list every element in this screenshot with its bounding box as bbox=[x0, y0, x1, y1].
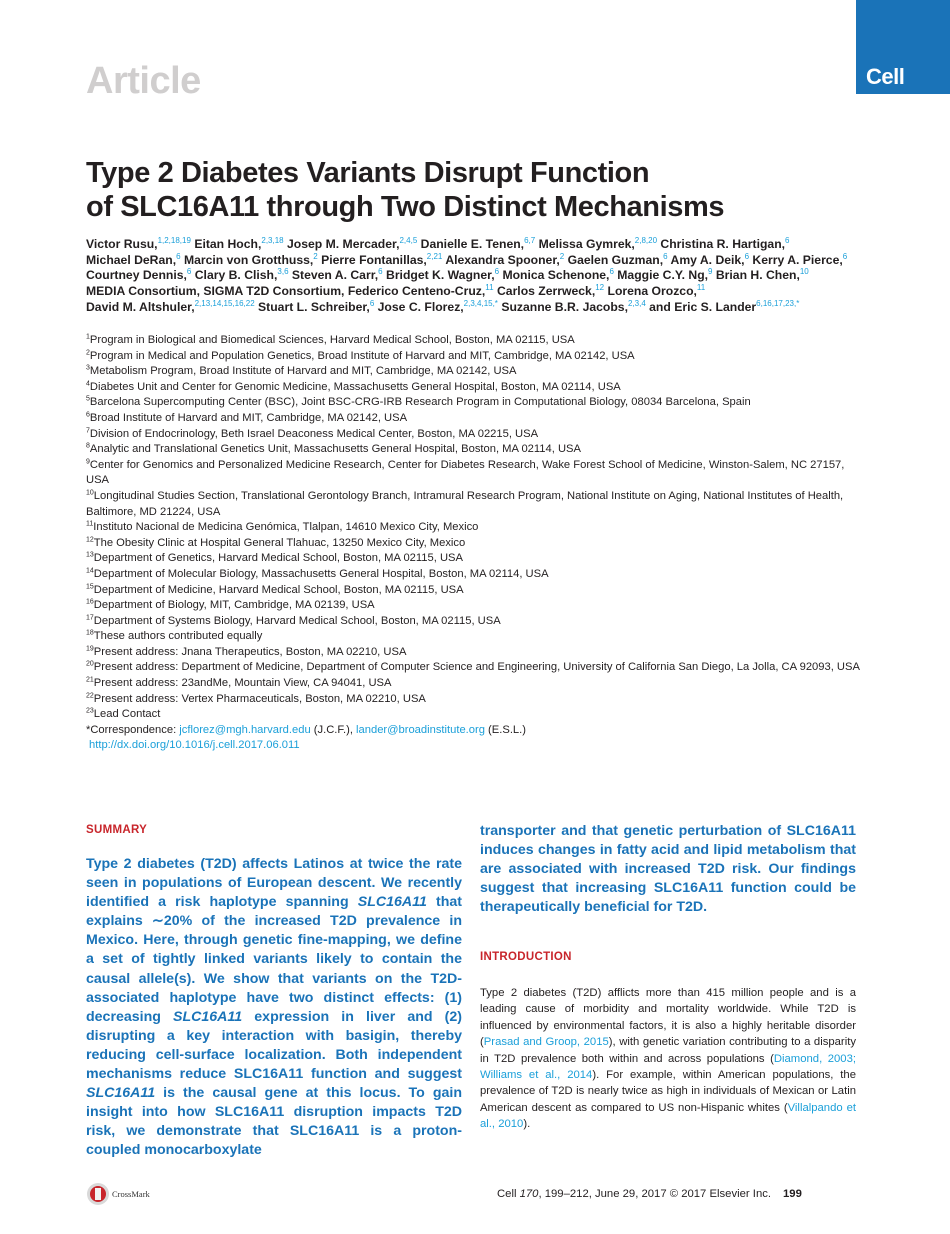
gene-name: SLC16A11 bbox=[357, 894, 427, 911]
affiliation-text: Metabolism Program, Broad Institute of Harvard and MIT, Cambridge, MA 02142, USA bbox=[89, 365, 517, 378]
author-name: Lorena Orozco, bbox=[607, 284, 697, 299]
affiliation-number: 4 bbox=[86, 380, 90, 388]
affiliation-text: Barcelona Supercomputing Center (BSC), Joint BSC-CRG-IRB Research Program in Computational Biology, 08034 Barcelona, Spain bbox=[89, 396, 751, 409]
summary-span: is the causal gene at this locus. To gain insight into how SLC16A11 disruption impacts T2D risk, we demonstrate that SLC16A11 is a proton-coupled monocarboxylate bbox=[86, 1085, 462, 1159]
email-link[interactable]: jcflorez@mgh.harvard.edu bbox=[179, 723, 311, 736]
summary-text bbox=[86, 855, 462, 1161]
citation-footer bbox=[497, 1188, 802, 1200]
affiliation-number: 19 bbox=[86, 645, 94, 653]
email-note: (E.S.L.) bbox=[484, 723, 526, 736]
affiliation bbox=[86, 520, 866, 536]
affiliation-number: 8 bbox=[86, 442, 90, 450]
affiliation-number: 17 bbox=[86, 613, 94, 621]
author bbox=[539, 237, 657, 251]
crossmark-icon bbox=[86, 1182, 110, 1206]
summary-span: that explains ∼20% of the increased T2D prevalence in Mexico. Here, through genetic fine-mapping, we define a set of tightly linked variants likely to contain the causal allele(s). We show that variants on the T2D-associated haplotype have two distinct effects: (1) decreasing bbox=[86, 894, 462, 1025]
author-affiliation-sup[interactable]: 6 bbox=[186, 267, 192, 277]
affiliation-number: 12 bbox=[86, 535, 94, 543]
author-affiliation-sup[interactable]: 1,2,18,19 bbox=[157, 235, 191, 245]
author-name: Carlos Zerrweck, bbox=[496, 284, 596, 299]
author bbox=[497, 284, 604, 298]
author bbox=[86, 284, 344, 298]
author-affiliation-sup[interactable]: 9 bbox=[708, 267, 713, 277]
affiliation bbox=[86, 598, 866, 614]
author-affiliation-sup[interactable]: 6,7 bbox=[524, 235, 536, 245]
affiliation-text: Present address: Jnana Therapeutics, Boston, MA 02210, USA bbox=[93, 645, 407, 658]
page-number: 199 bbox=[783, 1188, 802, 1200]
author-name: and Eric S. Lander bbox=[649, 299, 757, 314]
author bbox=[660, 237, 789, 251]
journal-logo: Cell bbox=[866, 64, 905, 89]
author-name: Kerry A. Pierce, bbox=[752, 252, 843, 267]
summary-heading: SUMMARY bbox=[86, 824, 148, 836]
affiliation-text: Present address: Vertex Pharmaceuticals, Boston, MA 02210, USA bbox=[93, 692, 426, 705]
affiliation-number: 3 bbox=[86, 364, 90, 372]
affiliation-text: Analytic and Translational Genetics Unit, Massachusetts General Hospital, Boston, MA 02114, USA bbox=[89, 443, 581, 456]
affiliation bbox=[86, 583, 866, 599]
affiliation-text: Instituto Nacional de Medicina Genómica, Tlalpan, 14610 Mexico City, Mexico bbox=[93, 521, 479, 534]
affiliation-text: Program in Medical and Population Genetics, Broad Institute of Harvard and MIT, Cambridge, MA 02142, USA bbox=[89, 349, 635, 362]
affiliation-text: Center for Genomics and Personalized Medicine Research, Center for Diabetes Research, Wake Forest School of Medicine, Winston-Salem, NC 27157, USA bbox=[86, 458, 845, 487]
doi bbox=[86, 738, 866, 754]
author bbox=[649, 300, 799, 314]
author bbox=[608, 284, 706, 298]
reference-link[interactable]: Prasad and Groop, 2015 bbox=[483, 1036, 609, 1049]
affiliation bbox=[86, 349, 866, 365]
author bbox=[86, 268, 191, 282]
author-affiliation-sup[interactable]: 11 bbox=[485, 283, 494, 293]
affiliation-number: 7 bbox=[86, 426, 90, 434]
affiliation-number: 2 bbox=[86, 348, 90, 356]
affiliation-text: Division of Endocrinology, Beth Israel Deaconess Medical Center, Boston, MA 02215, USA bbox=[89, 427, 539, 440]
author-affiliation-sup[interactable]: 6 bbox=[785, 235, 790, 245]
author-name: Michael DeRan, bbox=[86, 252, 177, 267]
affiliation bbox=[86, 707, 866, 723]
affiliation-number: 11 bbox=[86, 520, 94, 528]
author-affiliation-sup[interactable]: 2,3,18 bbox=[261, 235, 284, 245]
author-affiliation-sup[interactable]: 6 bbox=[744, 251, 750, 261]
author-name: Clary B. Clish, bbox=[194, 268, 278, 283]
author-affiliation-sup[interactable]: 10 bbox=[799, 267, 809, 277]
citation-volume: 170 bbox=[519, 1188, 539, 1200]
affiliation-number: 13 bbox=[86, 551, 94, 559]
author-list bbox=[86, 237, 866, 316]
author-affiliation-sup[interactable]: 2,3,4,15,* bbox=[463, 298, 498, 308]
author-affiliation-sup[interactable]: 2 bbox=[559, 251, 565, 261]
author-name: Brian H. Chen, bbox=[715, 268, 800, 283]
affiliation-text: Department of Systems Biology, Harvard Medical School, Boston, MA 02115, USA bbox=[93, 614, 501, 627]
author-name: Maggie C.Y. Ng, bbox=[617, 268, 709, 283]
author-name: Pierre Fontanillas, bbox=[321, 252, 427, 267]
crossmark-label: CrossMark bbox=[112, 1189, 150, 1199]
affiliation bbox=[86, 645, 866, 661]
author-name: Courtney Dennis, bbox=[86, 268, 187, 283]
author-affiliation-sup[interactable]: 6 bbox=[176, 251, 181, 261]
author bbox=[86, 300, 255, 314]
author-affiliation-sup[interactable]: 6 bbox=[378, 267, 383, 277]
affiliation bbox=[86, 614, 866, 630]
intro-span: ), with genetic variation contributing to a disparity in T2D prevalence both within and across populations ( bbox=[480, 1036, 856, 1065]
author-affiliation-sup[interactable]: 6,16,17,23,* bbox=[756, 298, 800, 308]
affiliation-number: 9 bbox=[86, 458, 90, 466]
affiliation-number: 18 bbox=[86, 629, 94, 637]
affiliation bbox=[86, 536, 866, 552]
author-affiliation-sup[interactable]: 2,8,20 bbox=[634, 235, 658, 245]
author-affiliation-sup[interactable]: 3,6 bbox=[277, 267, 289, 277]
summary-span: expression in liver and (2) disrupting a key interaction with basigin, thereby reducing cell-surface localization. Both independent mechanisms reduce SLC16A11 function and suggest bbox=[86, 1008, 462, 1083]
author bbox=[421, 237, 536, 251]
author-affiliation-sup[interactable]: 6 bbox=[663, 251, 668, 261]
correspondence bbox=[86, 723, 866, 739]
author bbox=[287, 237, 417, 251]
author-name: Stuart L. Schreiber, bbox=[258, 299, 370, 314]
summary-span: Type 2 diabetes (T2D) affects Latinos at twice the rate seen in populations of European descent. We recently identified a risk haplotype spanning bbox=[86, 856, 462, 911]
crossmark-badge[interactable] bbox=[86, 1182, 150, 1206]
affiliation-number: 22 bbox=[86, 691, 94, 699]
affiliation-text: Broad Institute of Harvard and MIT, Cambridge, MA 02142, USA bbox=[89, 411, 408, 424]
affiliation bbox=[86, 333, 866, 349]
author-affiliation-sup[interactable]: 6 bbox=[369, 298, 375, 308]
author bbox=[752, 253, 847, 267]
author bbox=[194, 237, 283, 251]
affiliation bbox=[86, 660, 866, 676]
doi-link[interactable]: http://dx.doi.org/10.1016/j.cell.2017.06.011 bbox=[89, 739, 300, 752]
author bbox=[617, 268, 712, 282]
affiliation-list bbox=[86, 333, 866, 754]
author bbox=[386, 268, 499, 282]
affiliation-text: The Obesity Clinic at Hospital General Tlahuac, 13250 Mexico City, Mexico bbox=[93, 536, 466, 549]
gene-name: SLC16A11 bbox=[86, 1085, 156, 1102]
title-line: of SLC16A11 through Two Distinct Mechanisms bbox=[86, 191, 725, 223]
affiliation-number: 6 bbox=[86, 411, 90, 419]
email-note: (J.C.F.), bbox=[310, 723, 357, 736]
author-name: Steven A. Carr, bbox=[291, 268, 379, 283]
affiliation-text: Department of Genetics, Harvard Medical School, Boston, MA 02115, USA bbox=[93, 552, 463, 565]
author-name: Marcin von Grotthuss, bbox=[183, 252, 314, 267]
affiliation-text: Department of Biology, MIT, Cambridge, MA 02139, USA bbox=[93, 599, 375, 612]
author-name: Monica Schenone, bbox=[502, 268, 610, 283]
reference-link[interactable]: Villalpando et al., 2010 bbox=[480, 1101, 856, 1131]
author-affiliation-sup[interactable]: 6 bbox=[842, 251, 848, 261]
author bbox=[292, 268, 383, 282]
author-affiliation-sup[interactable]: 2,21 bbox=[426, 251, 443, 261]
affiliation bbox=[86, 458, 866, 489]
citation-prefix: Cell bbox=[497, 1188, 520, 1200]
author-affiliation-sup[interactable]: 6 bbox=[494, 267, 500, 277]
author-affiliation-sup[interactable]: 12 bbox=[595, 283, 605, 293]
author-name: Alexandra Spooner, bbox=[445, 252, 560, 267]
author-name: Danielle E. Tenen, bbox=[420, 237, 525, 251]
author-name: Suzanne B.R. Jacobs, bbox=[501, 299, 628, 314]
affiliation-text: Longitudinal Studies Section, Translational Gerontology Branch, Intramural Research Program, National Institute on Aging, National Institutes of Health, Baltimore, MD 21224, USA bbox=[86, 489, 844, 518]
affiliation bbox=[86, 692, 866, 708]
affiliation-number: 23 bbox=[86, 707, 94, 715]
affiliation bbox=[86, 489, 866, 520]
summary-continued: transporter and that genetic perturbation of SLC16A11 induces changes in fatty acid and lipid metabolism that are associated with increased T2D risk. Our findings suggest that increasing SLC16A11 function could be therapeutically beneficial for T2D. bbox=[480, 823, 856, 916]
author bbox=[184, 253, 318, 267]
affiliation-text: Lead Contact bbox=[93, 708, 161, 721]
affiliation-text: Department of Molecular Biology, Massachusetts General Hospital, Boston, MA 02114, USA bbox=[93, 567, 549, 580]
author-name: Eitan Hoch, bbox=[194, 237, 262, 251]
author bbox=[568, 253, 668, 267]
author-affiliation-sup[interactable]: 2,3,4 bbox=[627, 298, 646, 308]
affiliation-number: 1 bbox=[86, 333, 90, 341]
affiliation bbox=[86, 395, 866, 411]
author bbox=[716, 268, 809, 282]
affiliation-text: Present address: Department of Medicine, Department of Computer Science and Engineering, University of California San Diego, La Jolla, CA 92093, USA bbox=[93, 661, 860, 674]
author-name: MEDIA Consortium, SIGMA T2D Consortium, bbox=[86, 284, 345, 299]
email-link[interactable]: lander@broadinstitute.org bbox=[356, 723, 485, 736]
author bbox=[501, 300, 645, 314]
affiliation bbox=[86, 364, 866, 380]
affiliation bbox=[86, 380, 866, 396]
affiliation-number: 16 bbox=[86, 598, 94, 606]
author-name: Bridget K. Wagner, bbox=[386, 268, 495, 283]
author bbox=[445, 253, 564, 267]
author bbox=[258, 300, 374, 314]
affiliation-text: These authors contributed equally bbox=[93, 630, 263, 643]
author-name: Federico Centeno-Cruz, bbox=[347, 284, 486, 299]
affiliation-number: 10 bbox=[86, 489, 94, 497]
author-name: Josep M. Mercader, bbox=[287, 237, 400, 251]
author bbox=[321, 253, 442, 267]
affiliation bbox=[86, 551, 866, 567]
affiliation-number: 5 bbox=[86, 395, 90, 403]
affiliation-text: Present address: 23andMe, Mountain View, CA 94041, USA bbox=[93, 677, 392, 690]
author bbox=[348, 284, 494, 298]
author-affiliation-sup[interactable]: 6 bbox=[609, 267, 614, 277]
affiliation bbox=[86, 427, 866, 443]
title-line: Type 2 Diabetes Variants Disrupt Function bbox=[86, 157, 650, 189]
intro-span: ). For example, within American populations, the prevalence of T2D is nearly twice as high in individuals of Mexican or Latin American descent as compared to US non-Hispanic whites ( bbox=[480, 1069, 856, 1114]
author-affiliation-sup[interactable]: 2 bbox=[313, 251, 318, 261]
affiliation bbox=[86, 411, 866, 427]
affiliation bbox=[86, 629, 866, 645]
author bbox=[86, 253, 181, 267]
affiliation-text: Department of Medicine, Harvard Medical School, Boston, MA 02115, USA bbox=[93, 583, 464, 596]
article-title bbox=[86, 156, 786, 224]
author bbox=[671, 253, 750, 267]
gene-name: SLC16A11 bbox=[173, 1008, 243, 1025]
author-name: David M. Altshuler, bbox=[86, 299, 195, 314]
affiliation-number: 21 bbox=[86, 676, 94, 684]
section-label: Article bbox=[86, 60, 201, 102]
affiliation bbox=[86, 676, 866, 692]
author-affiliation-sup[interactable]: 11 bbox=[696, 283, 706, 293]
correspondence-label: *Correspondence: bbox=[86, 723, 180, 736]
author-name: Amy A. Deik, bbox=[670, 252, 745, 267]
affiliation bbox=[86, 567, 866, 583]
introduction-text bbox=[480, 985, 856, 1133]
intro-span: ). bbox=[523, 1118, 531, 1131]
author-name: Gaelen Guzman, bbox=[567, 252, 664, 267]
author-name: Christina R. Hartigan, bbox=[660, 237, 786, 251]
author bbox=[378, 300, 498, 314]
author-affiliation-sup[interactable]: 2,4,5 bbox=[399, 235, 418, 245]
author-name: Jose C. Florez, bbox=[377, 299, 464, 314]
author-name: Melissa Gymrek, bbox=[538, 237, 635, 251]
affiliation bbox=[86, 442, 866, 458]
affiliation-number: 15 bbox=[86, 582, 94, 590]
reference-link[interactable]: Diamond, 2003; Williams et al., 2014 bbox=[480, 1052, 856, 1082]
author-name: Victor Rusu, bbox=[86, 237, 158, 251]
affiliation-number: 20 bbox=[86, 660, 94, 668]
author bbox=[502, 268, 613, 282]
intro-span: Type 2 diabetes (T2D) afflicts more than 415 million people and is a leading cause of morbidity and mortality worldwide. While T2D is influenced by environmental factors, it is also a highly heritable disorder ( bbox=[480, 987, 856, 1049]
author bbox=[86, 237, 191, 251]
author-affiliation-sup[interactable]: 2,13,14,15,16,22 bbox=[194, 298, 255, 308]
affiliation-text: Diabetes Unit and Center for Genomic Medicine, Massachusetts General Hospital, Boston, MA 02114, USA bbox=[89, 380, 621, 393]
citation-suffix: , 199–212, June 29, 2017 © 2017 Elsevier Inc. bbox=[538, 1188, 772, 1200]
introduction-heading: INTRODUCTION bbox=[480, 951, 572, 963]
author bbox=[195, 268, 289, 282]
affiliation-number: 14 bbox=[86, 567, 94, 575]
affiliation-text: Program in Biological and Biomedical Sciences, Harvard Medical School, Boston, MA 02115, USA bbox=[89, 334, 575, 346]
